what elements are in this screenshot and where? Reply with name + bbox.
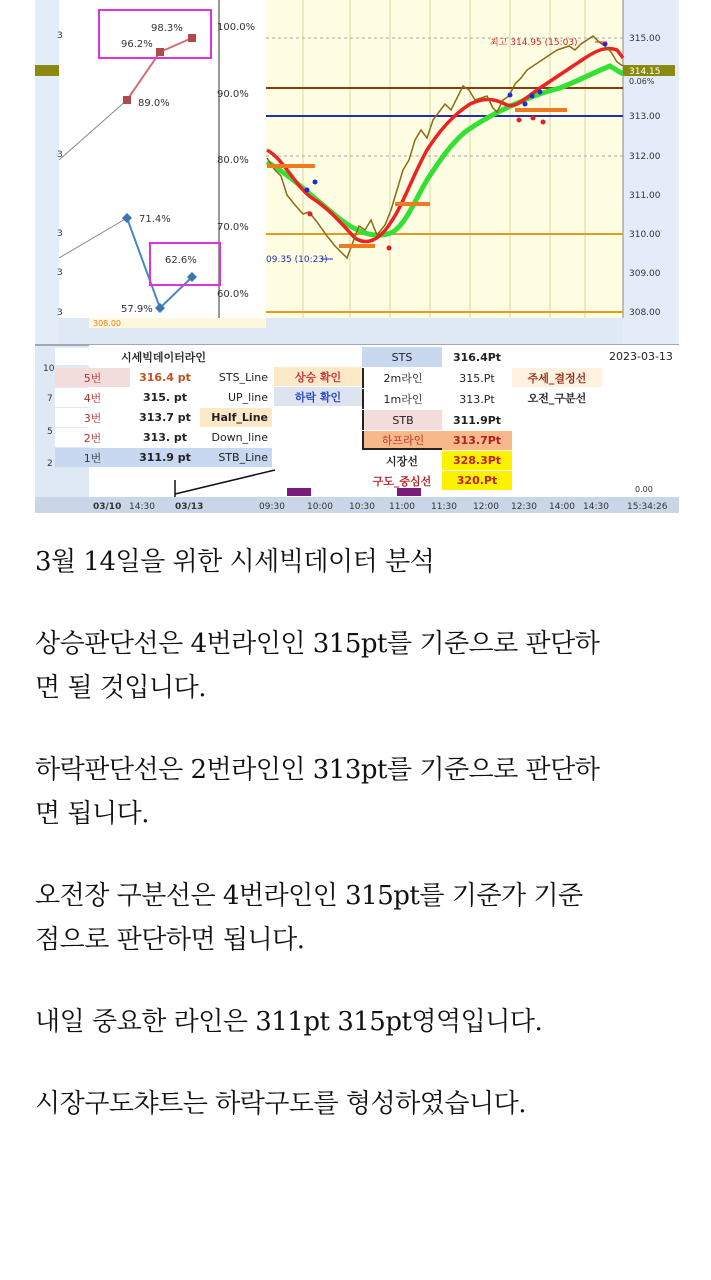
article-paragraph: 하락판단선은 2번라인인 313pt를 기준으로 판단하 bbox=[35, 755, 600, 785]
line-name: UP_line bbox=[200, 388, 272, 407]
line-value: 311.9 pt bbox=[130, 448, 200, 467]
upper-point-label: 89.0% bbox=[138, 98, 170, 109]
line-table-header: 시세빅데이터라인 bbox=[55, 348, 272, 365]
low-label: 09.35 (10:23) bbox=[266, 255, 328, 265]
price-tick: 312.00 bbox=[629, 152, 661, 162]
article-title: 3월 14일을 위한 시세빅데이터 분석 bbox=[35, 547, 435, 577]
article-paragraph: 오전장 구분선은 4번라인인 315pt를 기준가 기준 bbox=[35, 881, 583, 911]
down-confirm-label: 하락 확인 bbox=[274, 387, 362, 406]
price-tick: 309.00 bbox=[629, 269, 661, 279]
left-tick: 3 bbox=[57, 150, 63, 160]
left-tick: 3 bbox=[57, 229, 63, 239]
left-tick: 3 bbox=[57, 31, 63, 41]
left-bottom-label: 308.00 bbox=[93, 319, 121, 328]
value-amount: 328.3Pt bbox=[442, 451, 512, 470]
value-label: 하프라인 bbox=[362, 431, 442, 450]
value-label: STS bbox=[362, 347, 442, 367]
article-paragraph: 상승판단선은 4번라인인 315pt를 기준으로 판단하 bbox=[35, 629, 600, 659]
article-paragraph: 시장구도챠트는 하락구도를 형성하였습니다. bbox=[35, 1089, 526, 1119]
upper-point-label: 98.3% bbox=[151, 23, 183, 34]
line-value: 313. pt bbox=[130, 428, 200, 447]
time-label: 11:00 bbox=[389, 502, 415, 512]
pct-axis-label: 90.0% bbox=[217, 89, 249, 100]
value-amount: 315.Pt bbox=[459, 371, 495, 385]
article-paragraph: 면 됩니다. bbox=[35, 799, 149, 829]
value-label: STB bbox=[362, 410, 442, 430]
value-table bbox=[362, 347, 512, 491]
morning-split-label: 오전_구분선 bbox=[527, 391, 587, 405]
value-label: 시장선 bbox=[386, 454, 418, 468]
time-label: 03/10 bbox=[93, 502, 122, 512]
value-label: 구도_중심선 bbox=[372, 474, 432, 488]
value-amount: 316.4Pt bbox=[452, 350, 502, 364]
value-amount: 320.Pt bbox=[442, 471, 512, 490]
left-tick: 3 bbox=[57, 308, 63, 318]
trend-decision-label: 주세_결정선 bbox=[512, 368, 602, 387]
line-value: 313.7 pt bbox=[130, 408, 200, 427]
line-num: 4번 bbox=[55, 388, 130, 407]
time-label: 10:00 bbox=[307, 502, 333, 512]
up-confirm-label: 상승 확인 bbox=[274, 367, 362, 386]
time-label: 10:30 bbox=[349, 502, 375, 512]
price-tick: 313.00 bbox=[629, 112, 661, 122]
line-num: 1번 bbox=[55, 448, 130, 467]
article-paragraph: 내일 중요한 라인은 311pt 315pt영역입니다. bbox=[35, 1007, 543, 1037]
lower-point-label: 71.4% bbox=[139, 214, 171, 225]
left-tick: 3 bbox=[57, 268, 63, 278]
value-amount: 313.7Pt bbox=[442, 431, 512, 450]
small-zero-label: 0.00 bbox=[635, 485, 653, 494]
current-pct: 0.06% bbox=[629, 77, 655, 86]
high-label: 최고 314.95 (15:03) bbox=[490, 38, 578, 48]
price-tick: 311.00 bbox=[629, 191, 661, 201]
article-paragraph: 점으로 판단하면 됩니다. bbox=[35, 925, 305, 955]
time-label: 14:00 bbox=[549, 502, 575, 512]
pct-axis-label: 70.0% bbox=[217, 222, 249, 233]
lower-point-label: 57.9% bbox=[121, 304, 153, 315]
trading-screenshot bbox=[35, 0, 679, 513]
pct-axis-label: 60.0% bbox=[217, 289, 249, 300]
line-name: Down_line bbox=[200, 428, 272, 447]
line-value: 315. pt bbox=[130, 388, 200, 407]
lower-tick: 2 bbox=[47, 459, 53, 469]
time-label: 12:00 bbox=[473, 502, 499, 512]
price-tick: 308.00 bbox=[629, 308, 661, 318]
upper-point-label: 96.2% bbox=[121, 39, 153, 50]
value-label: 2m라인 bbox=[362, 368, 442, 388]
value-label: 1m라인 bbox=[362, 389, 442, 409]
lower-tick: 7 bbox=[47, 394, 53, 404]
time-label: 15:34:26 bbox=[627, 502, 668, 512]
price-tick: 315.00 bbox=[629, 34, 661, 44]
time-label: 09:30 bbox=[259, 502, 285, 512]
price-tick: 310.00 bbox=[629, 230, 661, 240]
current-price-tag: 314.15 bbox=[629, 67, 661, 77]
article bbox=[35, 540, 685, 1126]
pct-axis-label: 100.0% bbox=[217, 22, 256, 33]
lower-point-label: 62.6% bbox=[165, 255, 197, 266]
line-value: 316.4 pt bbox=[130, 368, 200, 387]
pct-axis-label: 80.0% bbox=[217, 155, 249, 166]
time-label: 03/13 bbox=[175, 502, 204, 512]
value-amount: 311.9Pt bbox=[452, 413, 502, 427]
line-num: 5번 bbox=[55, 368, 130, 387]
line-name: Half_Line bbox=[200, 408, 272, 427]
line-name: STS_Line bbox=[200, 368, 272, 387]
line-table bbox=[55, 348, 272, 470]
date-label: 2023-03-13 bbox=[609, 350, 673, 363]
line-name: STB_Line bbox=[200, 448, 272, 467]
time-label: 12:30 bbox=[511, 502, 537, 512]
line-num: 3번 bbox=[55, 408, 130, 427]
confirm-box bbox=[274, 367, 362, 407]
time-label: 14:30 bbox=[129, 502, 155, 512]
article-paragraph: 면 될 것입니다. bbox=[35, 673, 206, 703]
time-label: 14:30 bbox=[583, 502, 609, 512]
value-amount: 313.Pt bbox=[459, 392, 495, 406]
time-label: 11:30 bbox=[431, 502, 457, 512]
trend-labels bbox=[512, 368, 602, 408]
line-num: 2번 bbox=[55, 428, 130, 447]
lower-tick: 10 bbox=[43, 364, 55, 374]
lower-tick: 5 bbox=[47, 427, 53, 437]
